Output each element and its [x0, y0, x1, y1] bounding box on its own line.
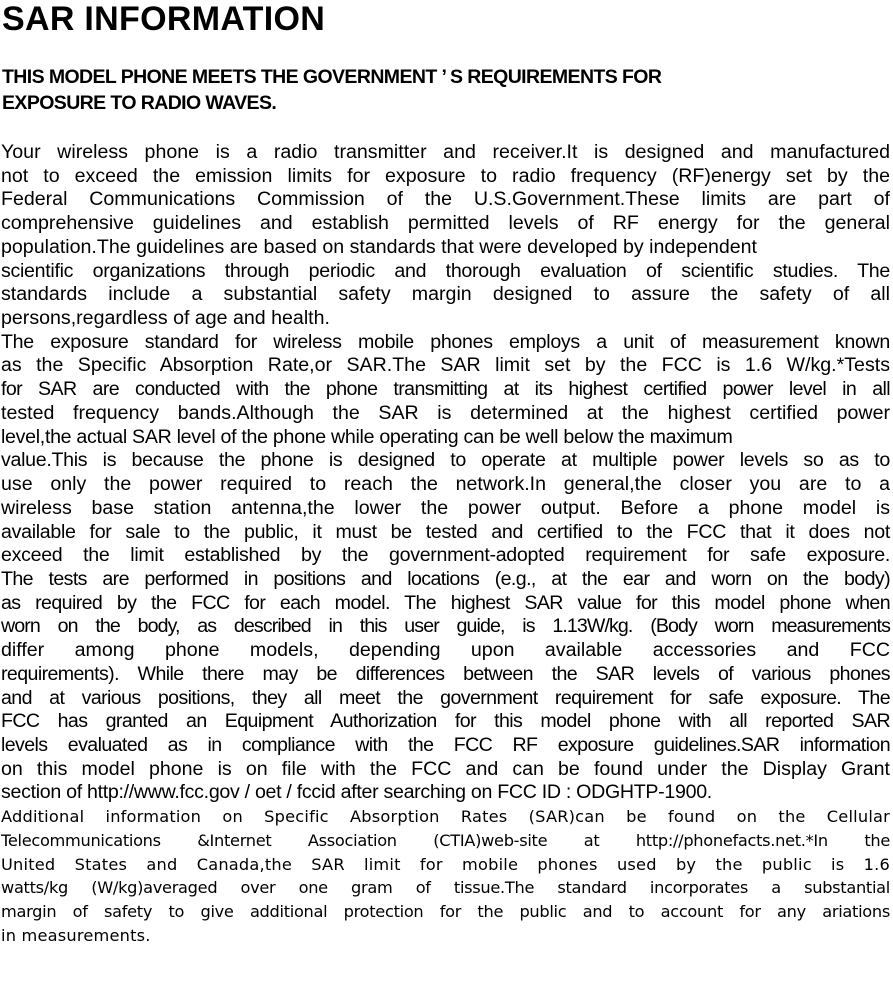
body-line: differ among phone models, depending upon available accessories and FCC: [1, 639, 890, 662]
body-line: and at various positions, they all meet the government requirement for safe exposure. The: [1, 686, 890, 709]
body-line: available for sale to the public, it must be tested and certified to the FCC that it does not: [1, 520, 890, 543]
body-line: levels evaluated as in compliance with the FCC RF exposure guidelines.SAR information: [1, 733, 890, 756]
body-line: as the Specific Absorption Rate,or SAR.The SAR limit set by the FCC is 1.6 W/kg.*Tests: [1, 354, 890, 377]
body-line: The exposure standard for wireless mobile phones employs a unit of measurement known: [1, 330, 890, 353]
body-line: tested frequency bands.Although the SAR is determined at the highest certified power: [1, 401, 890, 424]
body-line: value.This is because the phone is designed to operate at multiple power levels so as to: [1, 449, 890, 472]
body-line: worn on the body, as described in this user guide, is 1.13W/kg. (Body worn measurements: [1, 615, 890, 638]
sar-body-text: [1, 141, 890, 947]
body-line: Additional information on Specific Absorption Rates (SAR)can be found on the Cellular: [1, 807, 890, 827]
page-title: SAR INFORMATION: [2, 0, 326, 38]
body-line: as required by the FCC for each model. The highest SAR value for this model phone when: [1, 591, 890, 614]
section-heading-line: THIS MODEL PHONE MEETS THE GOVERNMENT ’ S REQUIREMENTS FOR: [2, 66, 662, 88]
body-line: use only the power required to reach the network.In general,the closer you are to a: [1, 473, 890, 496]
body-line: level,the actual SAR level of the phone while operating can be well below the maximum: [1, 425, 733, 448]
body-line: wireless base station antenna,the lower the power output. Before a phone model is: [1, 496, 890, 519]
body-line: The tests are performed in positions and locations (e.g., at the ear and worn on the body): [1, 567, 890, 590]
body-line: not to exceed the emission limits for exposure to radio frequency (RF)energy set by the: [1, 164, 890, 187]
body-line: margin of safety to give additional protection for the public and to account for any ariations: [1, 902, 890, 921]
section-heading-line: EXPOSURE TO RADIO WAVES.: [2, 92, 277, 114]
body-line: section of http://www.fcc.gov / oet / fccid after searching on FCC ID : ODGHTP-1900.: [1, 781, 712, 804]
body-line: Telecommunications &Internet Association (CTIA)web-site at http://phonefacts.net.*In the: [1, 830, 890, 850]
body-line: United States and Canada,the SAR limit for mobile phones used by the public is 1.6: [1, 854, 890, 874]
body-line: Your wireless phone is a radio transmitter and receiver.It is designed and manufactured: [1, 141, 890, 163]
body-line: on this model phone is on file with the FCC and can be found under the Display Grant: [1, 757, 890, 780]
body-line: exceed the limit established by the government-adopted requirement for safe exposure.: [1, 544, 890, 567]
body-line: standards include a substantial safety margin designed to assure the safety of all: [1, 283, 890, 306]
body-line: FCC has granted an Equipment Authorization for this model phone with all reported SAR: [1, 710, 890, 733]
body-line: persons,regardless of age and health.: [1, 307, 330, 330]
body-line: scientific organizations through periodic and thorough evaluation of scientific studies. The: [1, 259, 890, 282]
body-line: Federal Communications Commission of the U.S.Government.These limits are part of: [1, 188, 890, 211]
body-line: in measurements.: [1, 925, 151, 945]
section-heading: [2, 64, 891, 116]
body-line: population.The guidelines are based on standards that were developed by independent: [1, 235, 758, 258]
body-line: watts/kg (W/kg)averaged over one gram of tissue.The standard incorporates a substantial: [1, 878, 890, 898]
body-line: comprehensive guidelines and establish permitted levels of RF energy for the general: [1, 212, 890, 235]
body-line: for SAR are conducted with the phone transmitting at its highest certified power level in all: [1, 378, 890, 401]
body-line: requirements). While there may be differences between the SAR levels of various phones: [1, 662, 890, 685]
